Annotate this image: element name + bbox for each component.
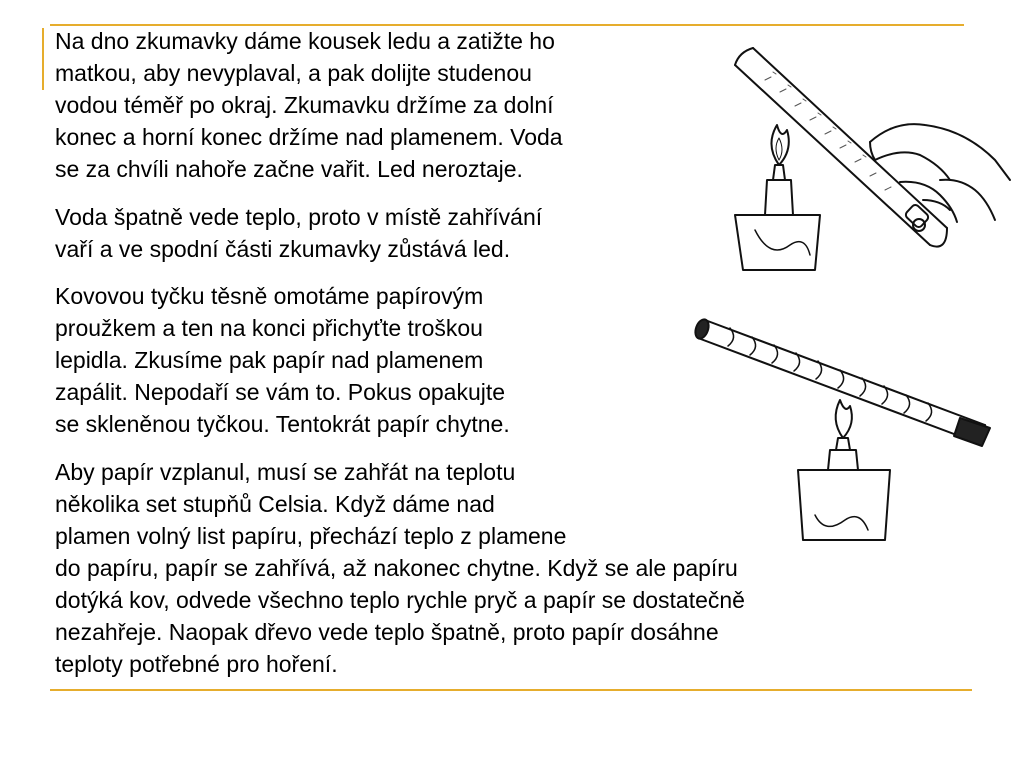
bottom-accent-rule [50,689,972,691]
wrapped-rod-lamp-illustration [690,300,1010,550]
left-accent-rule [42,28,44,90]
paragraph-ice-experiment: Na dno zkumavky dáme kousek ledu a zatižte ho matkou, aby nevyplaval, a pak dolijte studenou vodou téměř po okraj. Zkumavku držíme za dolní konec a horní konec držíme nad plamenem. Voda se za chvíli nahoře začne vařit. Led neroztaje. [55,28,563,182]
paragraph-ice-explanation: Voda špatně vede teplo, proto v místě zahřívání vaří a ve spodní části zkumavky zůstává led. [55,204,543,262]
test-tube-lamp-illustration [725,30,1015,280]
paragraph-rod-experiment: Kovovou tyčku těsně omotáme papírovým proužkem a ten na konci přichyťte troškou lepidla. Zkusíme pak papír nad plamenem zapálit. Nepodaří se vám to. Pokus opakujte se skleněnou tyčkou. Tentokrát papír chytne. [55,283,510,437]
paragraph-rod-explanation: Aby papír vzplanul, musí se zahřát na teplotu několika set stupňů Celsia. Když dáme nad plamen volný list papíru, přechází teplo z plamene do papíru, papír se zahřívá, až nakonec chytne. Když se ale papíru dotýká kov, odvede všechno teplo rychle pryč a papír se dostatečně nezahřeje. Naopak dřevo vede teplo špatně, proto papír dosáhne teploty potřebné pro hoření. [55,459,745,677]
